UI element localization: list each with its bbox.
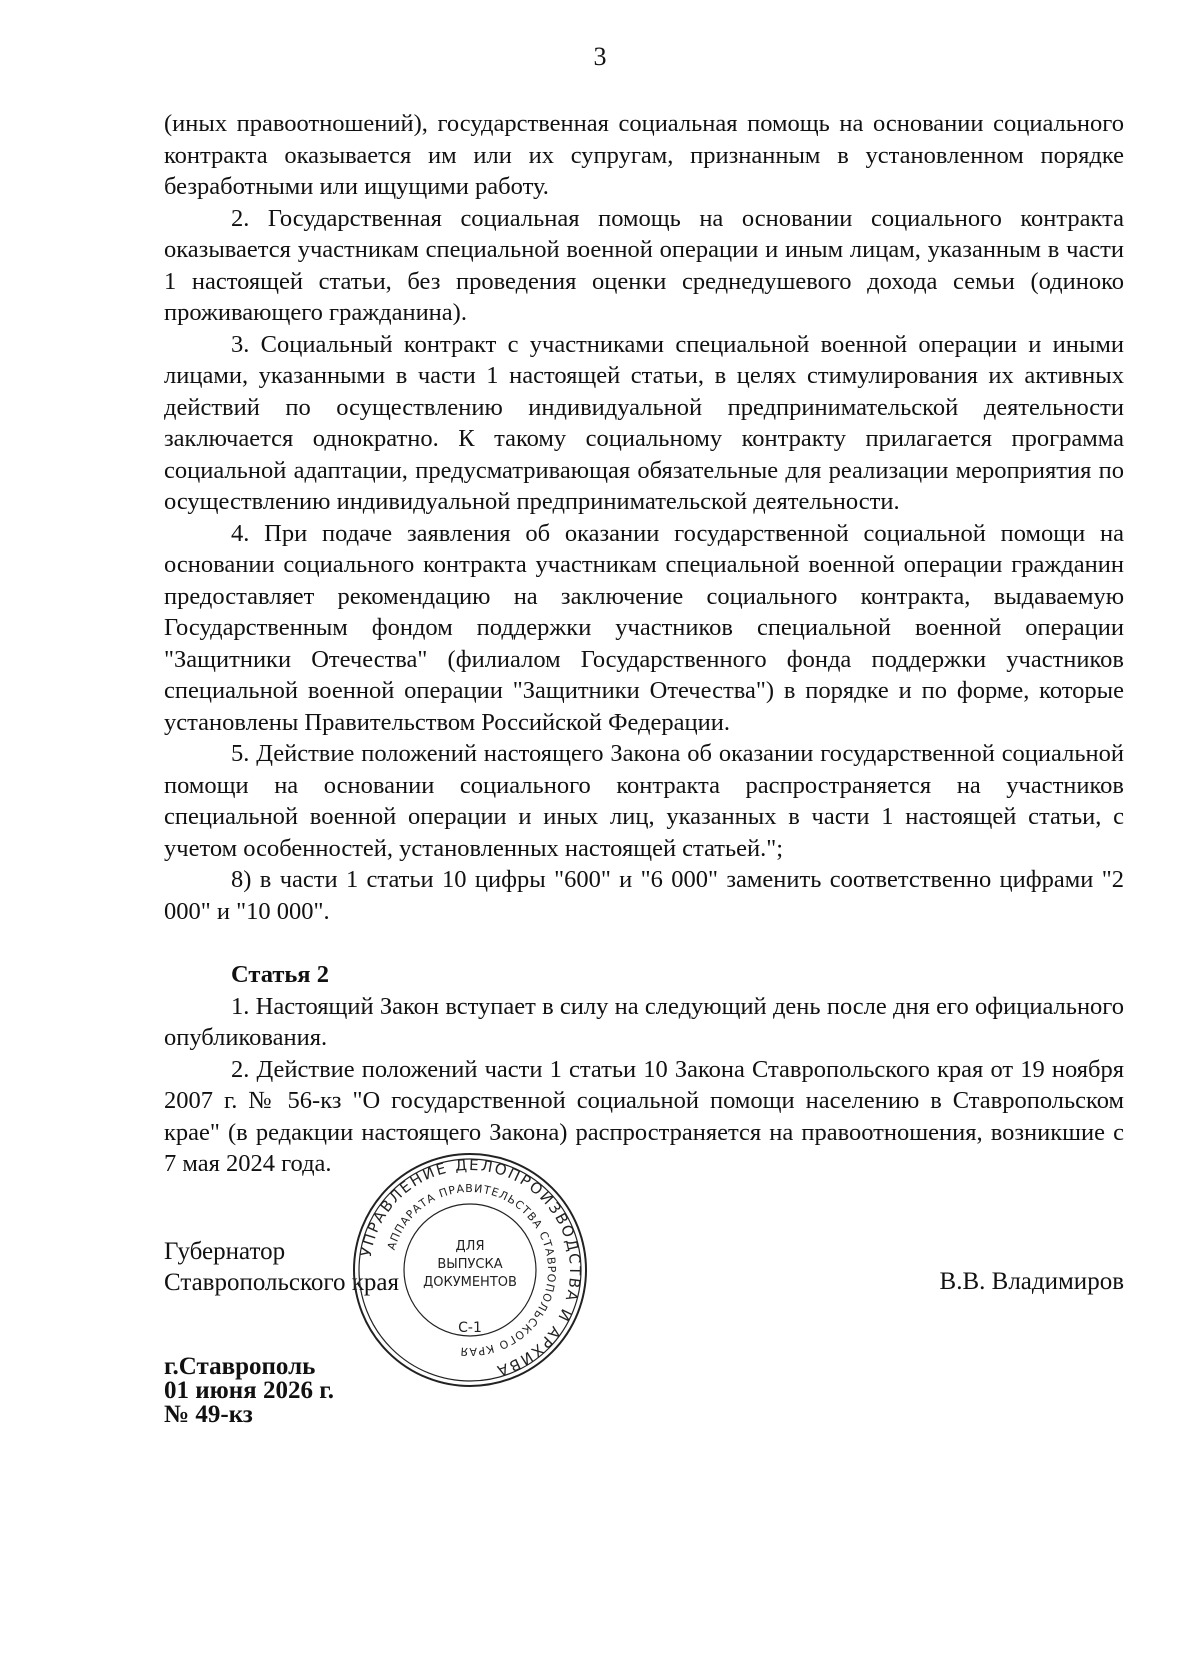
stamp-center-line2: ВЫПУСКА: [437, 1257, 503, 1272]
article-2-item-1: 1. Настоящий Закон вступает в силу на следующий день после дня его официального опубликования.: [164, 992, 1124, 1051]
paragraph-continuation: (иных правоотношений), государственная социальная помощь на основании социального контракта оказывается им или их супругам, признанным в установленном порядке безработными или ищущими работу.: [164, 110, 1124, 200]
article-2-heading: Статья 2: [231, 961, 329, 988]
signature-title-line2: Ставропольского края: [164, 1269, 399, 1296]
document-body: [164, 108, 1124, 1180]
round-seal-icon: [350, 1150, 590, 1390]
place-date: 01 июня 2026 г.: [164, 1377, 334, 1404]
stamp-center-line1: ДЛЯ: [455, 1239, 485, 1254]
stamp-inner-text: АППАРАТА ПРАВИТЕЛЬСТВА СТАВРОПОЛЬСКОГО КРАЯ: [384, 1181, 559, 1359]
paragraph-item-4: 4. При подаче заявления об оказании государственной социальной помощи на основании социального контракта участникам специальной военной операции гражданин предоставляет рекомендацию на заключение социального контракта, выдаваемую Государственным фондом поддержки участников специальной военной операции "Защитники Отечества" (филиалом Государственного фонда поддержки участников специальной военной операции "Защитники Отечества") в порядке и по форме, которые установлены Правительством Российской Федерации.: [164, 519, 1124, 736]
place-city: г.Ставрополь: [164, 1353, 316, 1380]
paragraph-item-3: 3. Социальный контракт с участниками специальной военной операции и иными лицами, указанными в части 1 настоящей статьи, в целях стимулирования их активных действий по осуществлению индивидуальной предпринимательской деятельности заключается однократно. К такому социальному контракту прилагается программа социальной адаптации, предусматривающая обязательные для реализации мероприятия по осуществлению индивидуальной предпринимательской деятельности.: [164, 330, 1124, 515]
signature-name: В.В. Владимиров: [939, 1268, 1124, 1295]
paragraph-item-8: 8) в части 1 статьи 10 цифры "600" и "6 000" заменить соответственно цифрами "2 000" и "10 000".: [164, 866, 1124, 925]
place-and-date: [164, 1355, 334, 1427]
signature-title-line1: Губернатор: [164, 1238, 286, 1265]
stamp-code: С-1: [458, 1320, 482, 1336]
document-number: № 49-кз: [164, 1401, 253, 1428]
stamp-outer-text: УПРАВЛЕНИЕ ДЕЛОПРОИЗВОДСТВА И АРХИВА: [356, 1155, 585, 1381]
stamp-center-line3: ДОКУМЕНТОВ: [423, 1275, 517, 1290]
article-2-item-2: 2. Действие положений части 1 статьи 10 Закона Ставропольского края от 19 ноября 2007 г. № 56-кз "О государственной социальной помощи населению в Ставропольском крае" (в редакции настоящего Закона) распространяется на правоотношения, возникшие с 7 мая 2024 года.: [164, 1055, 1124, 1177]
paragraph-item-2: 2. Государственная социальная помощь на основании социального контракта оказывается участникам специальной военной операции и иным лицам, указанным в части 1 настоящей статьи, без проведения оценки среднедушевого дохода семьи (одиноко проживающего гражданина).: [164, 204, 1124, 326]
paragraph-item-5: 5. Действие положений настоящего Закона об оказании государственной социальной помощи на основании социального контракта распространяется на участников специальной военной операции и иных лиц, указанных в части 1 настоящей статьи, с учетом особенностей, установленных настоящей статьей.";: [164, 740, 1124, 862]
page-number: 3: [593, 42, 607, 71]
